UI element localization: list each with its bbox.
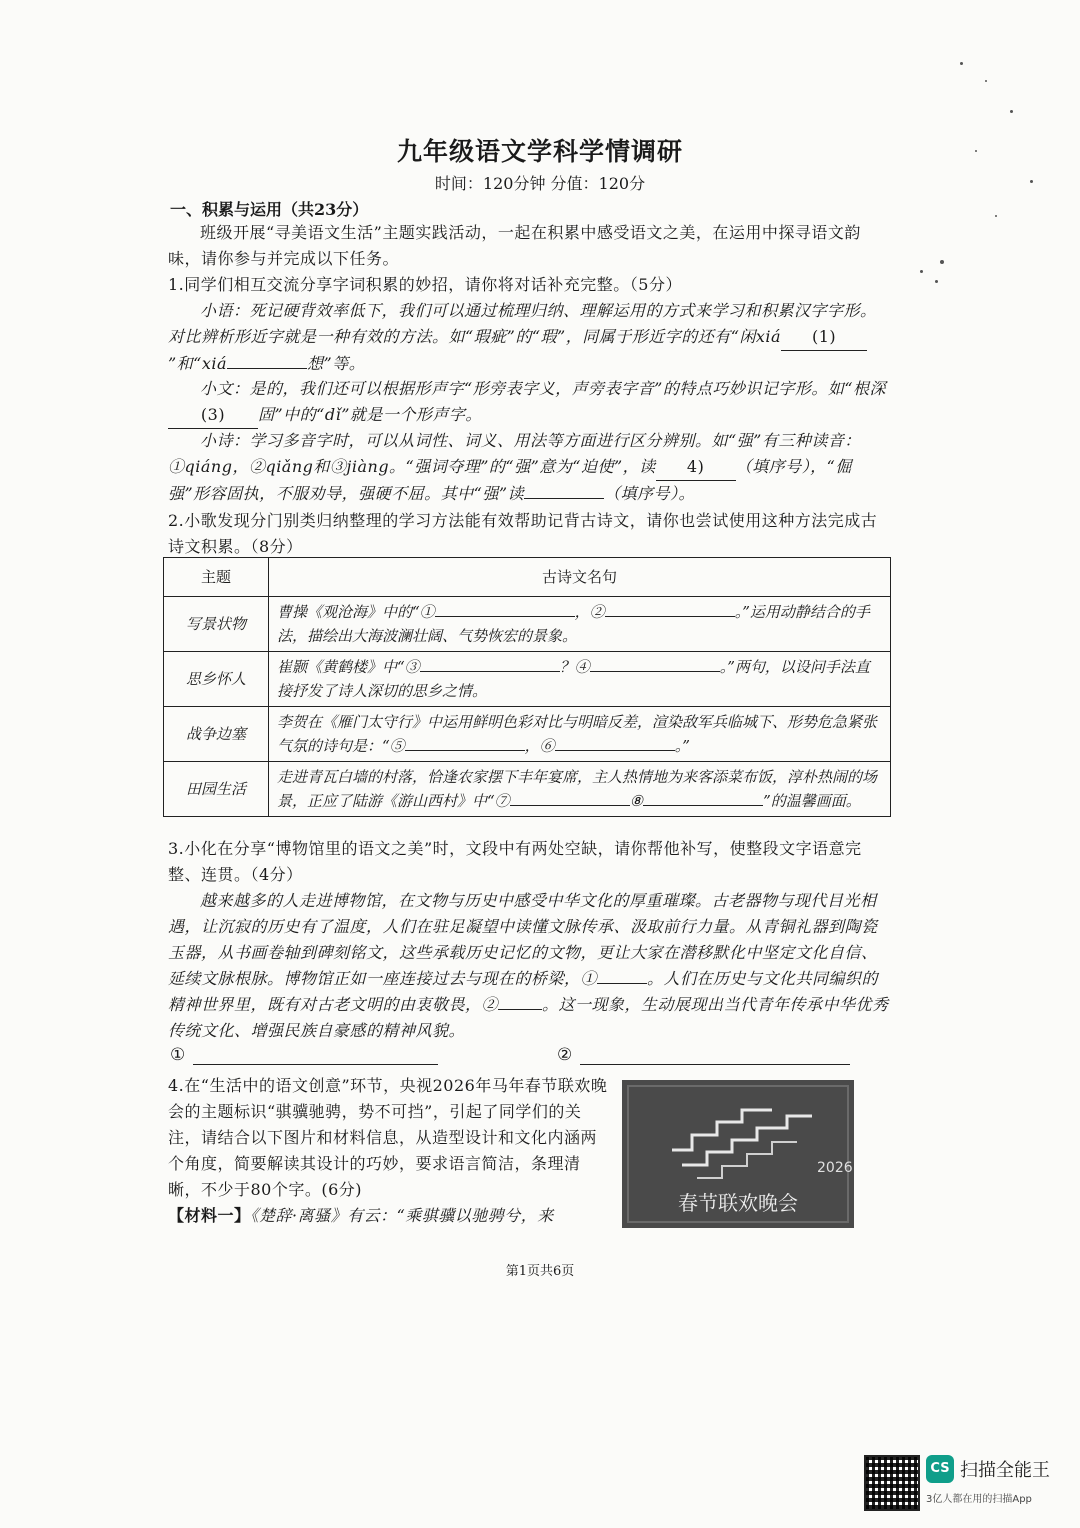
q1-p1-text-b: ”和“xiá bbox=[168, 354, 228, 373]
exam-title: 九年级语文学科学情调研 bbox=[396, 137, 683, 166]
row-text-a: 崔颢《黄鹤楼》中“③ bbox=[277, 658, 420, 676]
q3-answer-1[interactable] bbox=[170, 1045, 438, 1065]
answer-blank-3[interactable] bbox=[420, 671, 560, 672]
answer-line-2[interactable] bbox=[580, 1046, 850, 1065]
row-text-a: 曹操《观沧海》中的“① bbox=[277, 603, 435, 621]
section-heading: 一、积累与运用（共23分） bbox=[170, 200, 369, 219]
qr-code-icon bbox=[864, 1455, 920, 1511]
row-text-b: ，② bbox=[574, 603, 605, 621]
row-lines bbox=[269, 597, 891, 652]
row-text-a: 走进青瓦白墙的村落，恰逢农家摆下丰年宴席，主人热情地为来客添菜布饭，淳朴热闹的场景，正应了陆游《游山西村》中“⑦ bbox=[277, 768, 878, 810]
row-lines bbox=[269, 707, 891, 762]
answer-blank-6[interactable] bbox=[555, 750, 675, 751]
poem-table-header bbox=[164, 558, 891, 597]
gala-logo-image bbox=[622, 1080, 854, 1228]
q1-blank-5[interactable] bbox=[524, 498, 604, 499]
table-row bbox=[164, 707, 891, 762]
exam-subtitle: 时间：120分钟 分值：120分 bbox=[434, 174, 646, 193]
q3-stem: 3.小化在分享“博物馆里的语文之美”时，文段中有两处空缺，请你帮他补写，使整段文字语意完整、连贯。（4分） bbox=[168, 839, 862, 884]
row-lines bbox=[269, 652, 891, 707]
answer-blank-8[interactable] bbox=[643, 805, 763, 806]
row-text-b: ，⑥ bbox=[524, 737, 555, 755]
table-row bbox=[164, 597, 891, 652]
q1-para-2 bbox=[168, 376, 890, 429]
q3-text-c: 。这一现象，生动展现出当代青年传承中华优秀传统文化、增强民族自豪感的精神风貌。 bbox=[168, 995, 889, 1040]
q1-p3-text-b: （填序号），“倔强”形容固执，不服劝导，强硬不屈。其中“强”读 bbox=[168, 457, 852, 503]
q4-stem: 4.在“生活中的语文创意”环节，央视2026年马年春节联欢晚会的主题标识“骐骥驰骋，势不可挡”，引起了同学们的关注，请结合以下图片和材料信息，从造型设计和文化内涵两个角度，简要解读其设计的巧妙，要求语言简洁，条理清晰，不少于80个字。(6分) bbox=[168, 1076, 608, 1199]
row-text-b: ？④ bbox=[559, 658, 590, 676]
q1-p3-text-c: （填序号）。 bbox=[604, 484, 696, 503]
page-number: 第1页共6页 bbox=[505, 1264, 575, 1279]
q1-blank-2[interactable] bbox=[227, 368, 307, 369]
answer-blank-4[interactable] bbox=[590, 671, 720, 672]
q1-p2-text-a: 小文：是的，我们还可以根据形声字“形旁表字义，声旁表字音”的特点巧妙识记字形。如“根深 bbox=[200, 379, 887, 398]
row-text-b: ⑧ bbox=[629, 792, 644, 810]
q1-para-1 bbox=[168, 298, 890, 377]
answer-blank-1[interactable] bbox=[435, 616, 575, 617]
q3-passage bbox=[168, 888, 890, 1044]
row-lines bbox=[269, 762, 891, 817]
q4-material bbox=[168, 1203, 608, 1229]
row-text-a: 李贺在《雁门太守行》中运用鲜明色彩对比与明暗反差，渲染敌军兵临城下、形势危急紧张气氛的诗句是：“⑤ bbox=[277, 713, 878, 755]
q1-p3-text-a: 小诗：学习多音字时，可以从词性、词义、用法等方面进行区分辨别。如“强”有三种读音：①qiáng，②qiǎng和③jiàng。“强词夺理”的“强”意为“迫使”，读 bbox=[168, 431, 861, 476]
row-theme: 思乡怀人 bbox=[164, 652, 269, 707]
q2-stem: 2.小歌发现分门别类归纳整理的学习方法能有效帮助记背古诗文，请你也尝试使用这种方法完成古诗文积累。（8分） bbox=[168, 511, 878, 556]
poem-table bbox=[163, 557, 891, 817]
col-lines-header: 古诗文名句 bbox=[269, 558, 891, 597]
table-row bbox=[164, 652, 891, 707]
answer-blank-7[interactable] bbox=[510, 805, 630, 806]
row-text-c: 。”两句，以设问手法直接抒发了诗人深切的思乡之情。 bbox=[277, 658, 870, 700]
answer-marker-1: ① bbox=[170, 1045, 186, 1065]
q3-answer-2[interactable] bbox=[557, 1045, 850, 1065]
answer-line-1[interactable] bbox=[193, 1046, 438, 1065]
section-intro: 班级开展“寻美语文生活”主题实践活动，一起在积累中感受语文之美，在运用中探寻语文韵味，请你参与并完成以下任务。 bbox=[168, 223, 861, 268]
logo-year: 2026 bbox=[817, 1160, 853, 1176]
q1-p2-text-b: 固”中的“dǐ”就是一个形声字。 bbox=[258, 405, 482, 424]
material-label: 【材料一】 bbox=[168, 1206, 251, 1225]
q1-p1-text-a: 小语：死记硬背效率低下，我们可以通过梳理归纳、理解运用的方式来学习和积累汉字字形。对比辨析形近字就是一种有效的方法。如“瑕疵”的“瑕”，同属于形近字的还有“闲xiá bbox=[168, 301, 877, 346]
row-theme: 田园生活 bbox=[164, 762, 269, 817]
q3-inline-blank-1 bbox=[597, 983, 647, 984]
scanner-app-name: 扫描全能王 bbox=[960, 1460, 1050, 1481]
answer-blank-5[interactable] bbox=[405, 750, 525, 751]
q3-inline-blank-2 bbox=[498, 1009, 542, 1010]
row-theme: 写景状物 bbox=[164, 597, 269, 652]
q3-text-b: 。人们在历史与文化共同编织的精神世界里，既有对古老文明的由衷敬畏，② bbox=[168, 969, 879, 1014]
q1-para-3 bbox=[168, 428, 890, 507]
q1-blank-1[interactable]: (1) bbox=[781, 324, 867, 351]
q1-blank-3[interactable]: (3) bbox=[168, 402, 258, 429]
row-text-c: 。” bbox=[674, 737, 690, 755]
row-text-c: 。”运用动静结合的手法，描绘出大海波澜壮阔、气势恢宏的景象。 bbox=[277, 603, 870, 645]
q3-text-a: 越来越多的人走进博物馆，在文物与历史中感受中华文化的厚重璀璨。古老器物与现代目光相遇，让沉寂的历史有了温度，人们在驻足凝望中读懂文脉传承、汲取前行力量。从青铜礼器到陶瓷玉器，从书画卷轴到碑刻铭文，这些承载历史记忆的文物，更让大家在潜移默化中坚定文化自信、延续文脉根脉。博物馆正如一座连接过去与现在的桥梁，① bbox=[168, 891, 878, 988]
gala-logo-graphic bbox=[622, 1080, 854, 1228]
row-text-c: ”的温馨画面。 bbox=[763, 792, 861, 810]
material-text: 《楚辞·离骚》有云：“乘骐骥以驰骋兮，来 bbox=[250, 1206, 554, 1225]
answer-blank-2[interactable] bbox=[605, 616, 735, 617]
col-theme-header: 主题 bbox=[164, 558, 269, 597]
answer-marker-2: ② bbox=[557, 1045, 573, 1065]
logo-caption: 春节联欢晚会 bbox=[678, 1191, 798, 1215]
row-theme: 战争边塞 bbox=[164, 707, 269, 762]
q1-stem: 1.同学们相互交流分享字词积累的妙招，请你将对话补充完整。（5分） bbox=[168, 275, 682, 294]
q1-p1-text-c: 想”等。 bbox=[307, 354, 366, 373]
q1-blank-4[interactable]: 4) bbox=[656, 454, 736, 481]
camscanner-logo-icon: CS bbox=[926, 1455, 954, 1483]
table-row bbox=[164, 762, 891, 817]
scanner-tagline: 3亿人都在用的扫描App bbox=[926, 1494, 1032, 1505]
